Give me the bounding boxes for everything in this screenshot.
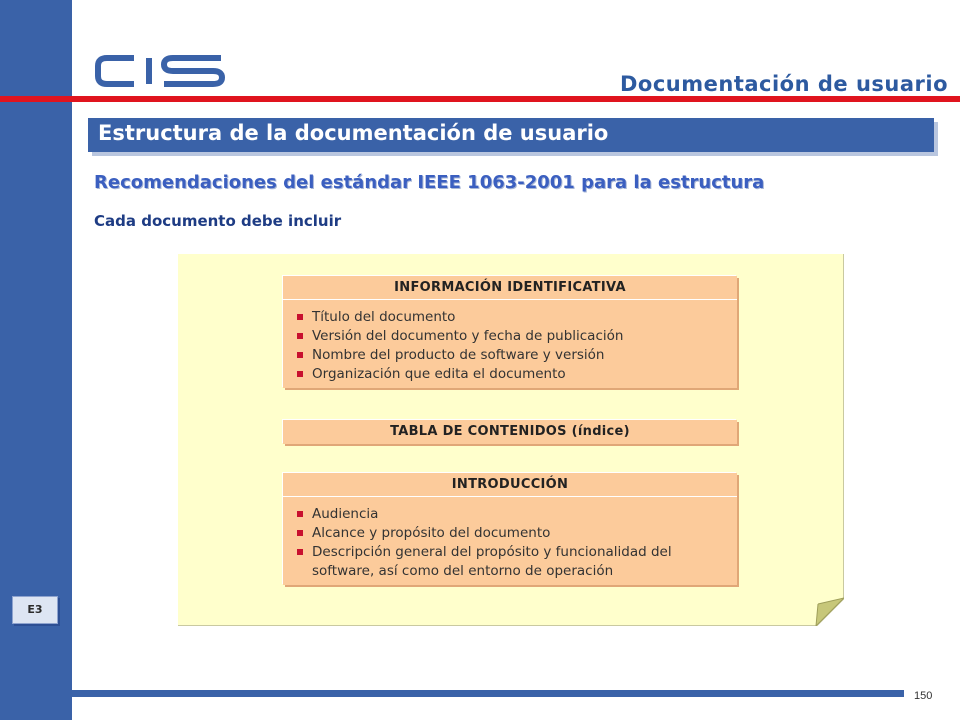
list-item: Título del documento xyxy=(297,308,729,327)
introduction-list xyxy=(283,497,737,589)
list-item: Audiencia xyxy=(297,505,729,524)
intro-text: Cada documento debe incluir xyxy=(94,212,342,230)
list-item: Descripción general del propósito y funcionalidad del software, así como del entorno de operación xyxy=(297,543,729,581)
list-item: Organización que edita el documento xyxy=(297,365,729,384)
introduction-heading: INTRODUCCIÓN xyxy=(283,473,737,497)
slide-title: Estructura de la documentación de usuario xyxy=(98,121,609,145)
slide-subtitle: Recomendaciones del estándar IEEE 1063-2001 para la estructura xyxy=(94,172,765,193)
footer-rule xyxy=(72,690,904,697)
identification-box xyxy=(283,276,737,388)
list-item: Versión del documento y fecha de publicación xyxy=(297,327,729,346)
page-number: 150 xyxy=(914,690,933,702)
slide-title-bar xyxy=(88,118,934,152)
list-item: Alcance y propósito del documento xyxy=(297,524,729,543)
identification-heading: INFORMACIÓN IDENTIFICATIVA xyxy=(283,276,737,300)
table-of-contents-heading: TABLA DE CONTENIDOS (índice) xyxy=(390,424,630,439)
list-item: Nombre del producto de software y versión xyxy=(297,346,729,365)
header-rule xyxy=(0,96,960,102)
introduction-box xyxy=(283,473,737,585)
section-title: Documentación de usuario xyxy=(619,72,948,96)
e3-badge: E3 xyxy=(12,596,58,624)
identification-list xyxy=(283,300,737,392)
cis-logo xyxy=(94,52,226,90)
table-of-contents-box xyxy=(283,420,737,444)
